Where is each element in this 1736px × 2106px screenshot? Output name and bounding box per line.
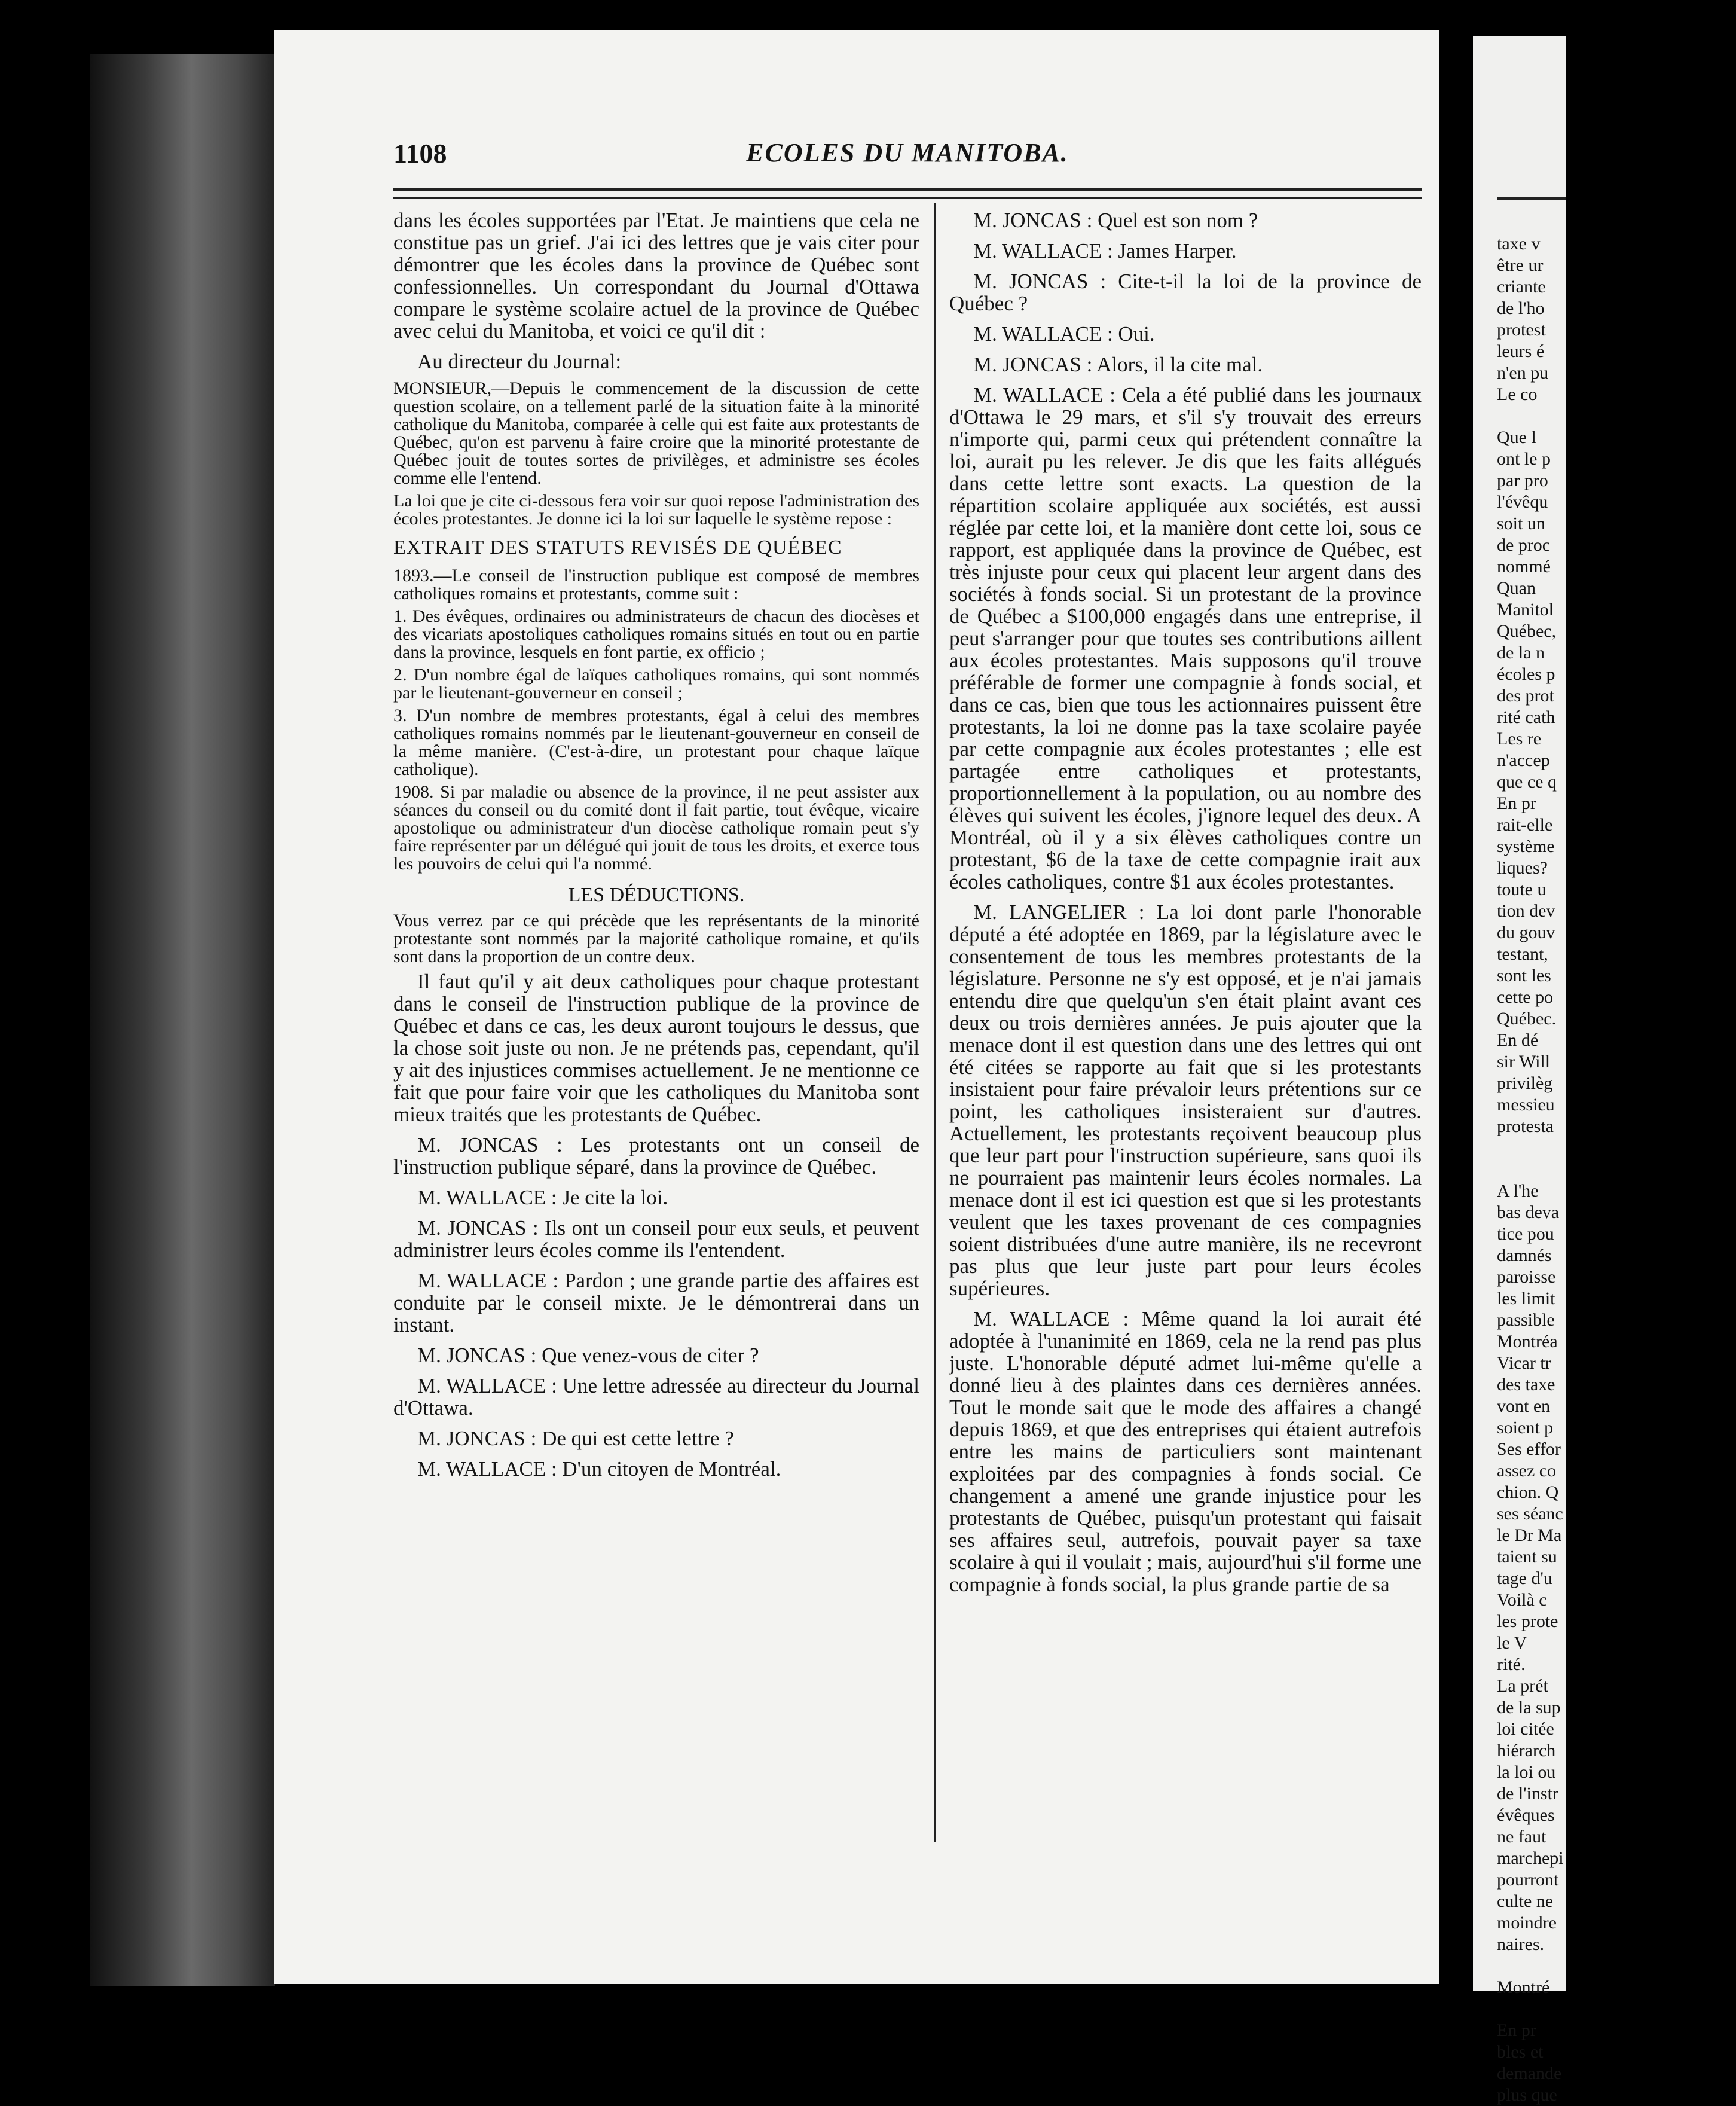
facing-page-line: rité cath <box>1497 707 1555 727</box>
facing-page-line: protesta <box>1497 1116 1554 1136</box>
facing-page-line: n'accep <box>1497 750 1550 770</box>
facing-page-line: hiérarch <box>1497 1741 1556 1760</box>
facing-page-line: pourront <box>1497 1870 1559 1890</box>
facing-page-line: sont les <box>1497 966 1551 985</box>
left-column <box>393 209 919 1488</box>
facing-page-line: des taxe <box>1497 1375 1555 1394</box>
paragraph: M. JONCAS : Alors, il la cite mal. <box>973 353 1263 376</box>
facing-page-line: Québec. <box>1497 1009 1557 1028</box>
facing-page-line: le V <box>1497 1633 1527 1653</box>
paragraph: M. LANGELIER : La loi dont parle l'honorable député a été adoptée en 1869, par la législature avec le consentement de tous les membres protestants de la législature. Personne ne s'y est opposé, et je n'ai jamais entendu dire que quelqu'un s'en était plaint avant ces deux ou trois dernières années. Je puis ajouter que la menace dont il est question dans une des lettres qui ont été citées se rapporte au fait que si les protestants insistaient pour faire prévaloir leurs prétentions sur ce point, les catholiques insisteraient sur d'autres. Actuellement, les protestants reçoivent beaucoup plus que leur part pour l'instruction supérieure, sans quoi ils ne pourraient pas maintenir leurs écoles normales. La menace dont il est ici question est que si les protestants veulent que les taxes provenant de ces compagnies soient distribuées d'une autre manière, ils ne recevront pas plus que leur juste part pour leurs écoles supérieures. <box>949 901 1422 1300</box>
facing-page-line: assez co <box>1497 1461 1557 1481</box>
page-number: 1108 <box>393 138 447 169</box>
facing-page-line: ses séanc <box>1497 1504 1563 1524</box>
facing-page-line: demande <box>1497 2064 1562 2083</box>
facing-page-line: paroisse <box>1497 1267 1556 1287</box>
paragraph: 1. Des évêques, ordinaires ou administrateurs de chacun des diocèses et des vicariats apostoliques catholiques romains situés en tout ou en partie dans la province, lesquels en font partie, ex officio ; <box>393 606 919 662</box>
facing-page-line: soient p <box>1497 1418 1554 1437</box>
facing-page-edge <box>1473 36 1566 2105</box>
facing-page-line: cette po <box>1497 987 1554 1007</box>
facing-page-line: protest <box>1497 320 1546 340</box>
facing-page-line: taient su <box>1497 1547 1557 1567</box>
facing-page-line: Montréa <box>1497 1332 1558 1351</box>
facing-page-line: naires. <box>1497 1934 1545 1954</box>
paragraph: La loi que je cite ci-dessous fera voir sur quoi repose l'administration des écoles protestantes. Je donne ici la loi sur laquelle le système repose : <box>393 491 919 529</box>
facing-page-line: des prot <box>1497 686 1554 706</box>
facing-page-line <box>1497 1137 1736 1159</box>
facing-page-text <box>1497 233 1736 2106</box>
header-rule-thin <box>393 197 1422 199</box>
facing-page-line: liques? <box>1497 858 1548 878</box>
facing-page-line: nommé <box>1497 557 1551 576</box>
header-rule <box>393 188 1422 191</box>
facing-page-line: Montré <box>1497 1977 1550 1997</box>
facing-page-line: Voilà c <box>1497 1590 1547 1610</box>
facing-page-line: A l'he <box>1497 1181 1539 1201</box>
paragraph: 2. D'un nombre égal de laïques catholiques romains, qui sont nommés par le lieutenant-gouverneur en conseil ; <box>393 665 919 703</box>
facing-page-line: n'en pu <box>1497 363 1549 383</box>
facing-page-line: Québec, <box>1497 621 1557 641</box>
facing-page-line: passible <box>1497 1310 1555 1330</box>
paragraph: M. WALLACE : Une lettre adressée au directeur du Journal d'Ottawa. <box>393 1374 919 1420</box>
facing-page-line: damnés <box>1497 1246 1552 1265</box>
book-binding-shadow <box>90 54 275 1986</box>
paragraph: M. JONCAS : Quel est son nom ? <box>973 209 1258 232</box>
facing-page-line: Quan <box>1497 578 1536 598</box>
paragraph: M. WALLACE : James Harper. <box>973 239 1237 263</box>
paragraph: M. JONCAS : Ils ont un conseil pour eux seuls, et peuvent administrer leurs écoles comme ils l'entendent. <box>393 1216 919 1262</box>
facing-page-line <box>1497 1159 1736 1180</box>
paragraph: 1893.—Le conseil de l'instruction publique est composé de membres catholiques romains et protestants, comme suit : <box>393 566 919 603</box>
facing-page-line: évêques <box>1497 1805 1555 1825</box>
facing-page-line: du gouv <box>1497 923 1555 942</box>
paragraph: LES DÉDUCTIONS. <box>568 884 745 906</box>
facing-page-line <box>1497 1998 1736 2020</box>
facing-page-line: Le co <box>1497 384 1538 404</box>
paragraph: M. WALLACE : Pardon ; une grande partie des affaires est conduite par le conseil mixte. Je le démontrerai dans un instant. <box>393 1269 919 1336</box>
facing-page-line: chion. Q <box>1497 1482 1559 1502</box>
paragraph: M. WALLACE : Oui. <box>973 322 1155 346</box>
facing-page-line: être ur <box>1497 255 1544 275</box>
facing-page-line: l'évêqu <box>1497 492 1548 512</box>
facing-page-line: rité. <box>1497 1655 1526 1674</box>
facing-page-line: bas deva <box>1497 1202 1560 1222</box>
right-column <box>949 209 1422 1604</box>
paragraph: M. WALLACE : Je cite la loi. <box>417 1186 668 1209</box>
facing-page-line: En pr <box>1497 793 1536 813</box>
facing-page-line: sir Will <box>1497 1052 1551 1072</box>
paragraph: Vous verrez par ce qui précède que les représentants de la minorité protestante sont nommés par la majorité catholique romaine, et qu'ils sont dans la proportion de un contre deux. <box>393 911 919 966</box>
facing-page-line: bles et <box>1497 2042 1544 2062</box>
facing-page-line: La prét <box>1497 1676 1548 1696</box>
facing-page-line: Ses effor <box>1497 1439 1561 1459</box>
paragraph: Au directeur du Journal: <box>417 350 622 373</box>
facing-page-line: Les re <box>1497 729 1542 749</box>
facing-page-line: culte ne <box>1497 1891 1554 1911</box>
paragraph: M. JONCAS : Que venez-vous de citer ? <box>417 1344 759 1367</box>
facing-page-line: En pr <box>1497 2020 1536 2040</box>
facing-page-line: la loi ou <box>1497 1762 1556 1782</box>
facing-page-line: le Dr Ma <box>1497 1525 1562 1545</box>
facing-page-line: Vicar tr <box>1497 1353 1551 1373</box>
facing-page-line: tage d'u <box>1497 1568 1552 1588</box>
facing-page-line: privilèg <box>1497 1073 1553 1093</box>
facing-page-line <box>1497 1955 1736 1977</box>
facing-page-line: tion dev <box>1497 901 1555 921</box>
paragraph: Il faut qu'il y ait deux catholiques pour chaque protestant dans le conseil de l'instruction publique de la province de Québec et dans ce cas, les deux auront toujours le dessus, que la chose soit juste ou non. Je ne prétends pas, cependant, qu'il y ait des injustices commises actuellement. Je ne mentionne ce fait que pour faire voir que les catholiques du Manitoba sont mieux traités que les protestants de Québec. <box>393 970 919 1126</box>
paragraph: M. JONCAS : Les protestants ont un conseil de l'instruction publique séparé, dans la province de Québec. <box>393 1133 919 1179</box>
facing-page-line: par pro <box>1497 471 1548 490</box>
paragraph: M. WALLACE : Même quand la loi aurait été adoptée à l'unanimité en 1869, cela ne la rend pas plus juste. L'honorable député admet lui-même qu'elle a donné lieu à des plaintes dans ces dernières années. Tout le monde sait que le mode des affaires a changé depuis 1869, et que des entreprises qui étaient autrefois entre les mains de particuliers sont maintenant exploitées par des compagnies à fonds social. Ce changement a amené une grande injustice pour les protestants de Québec, puisqu'un protestant qui faisait ses affaires seul, autrefois, pouvait payer sa taxe scolaire à qui il voulait ; mais, aujourd'hui s'il forme une compagnie à fonds social, la plus grande partie de sa <box>949 1307 1422 1596</box>
running-title: ECOLES DU MANITOBA. <box>746 138 1069 167</box>
facing-page-line: marchepi <box>1497 1848 1564 1868</box>
paragraph: EXTRAIT DES STATUTS REVISÉS DE QUÉBEC <box>393 536 842 558</box>
facing-page-line: que ce q <box>1497 772 1557 792</box>
facing-page-line: les limit <box>1497 1289 1555 1308</box>
paragraph: M. JONCAS : De qui est cette lettre ? <box>417 1427 734 1450</box>
facing-page-line: messieu <box>1497 1095 1555 1115</box>
facing-page-line: criante <box>1497 277 1546 297</box>
facing-page-line: moindre <box>1497 1913 1557 1933</box>
facing-page-line: soit un <box>1497 514 1545 533</box>
facing-page-line: plus que <box>1497 2085 1557 2105</box>
paragraph: M. WALLACE : D'un citoyen de Montréal. <box>417 1457 781 1481</box>
facing-page-line: rait-elle <box>1497 815 1553 835</box>
facing-page-line: loi citée <box>1497 1719 1554 1739</box>
facing-page-line: de la sup <box>1497 1698 1561 1717</box>
facing-page-line: ont le p <box>1497 449 1551 469</box>
facing-page-line: leurs é <box>1497 341 1545 361</box>
paragraph: 1908. Si par maladie ou absence de la province, il ne peut assister aux séances du conseil ou du comité dont il fait partie, tout évêque, vicaire apostolique ou administrateur d'un diocèse catholique romain peut s'y faire représenter par un délégué qui jouit de tous les droits, et exerce tous les pouvoirs de celui qui l'a nommé. <box>393 782 919 874</box>
page-header <box>393 138 1422 185</box>
facing-page-line: toute u <box>1497 880 1546 899</box>
paragraph: 3. D'un nombre de membres protestants, égal à celui des membres catholiques romains nommés par le lieutenant-gouverneur en conseil de la même manière. (C'est-à-dire, un protestant pour chaque laïque catholique). <box>393 706 919 779</box>
paragraph: M. JONCAS : Cite-t-il la loi de la province de Québec ? <box>949 270 1422 315</box>
facing-page-line: tice pou <box>1497 1224 1554 1244</box>
facing-page-line: vont en <box>1497 1396 1551 1416</box>
facing-page-line: de l'ho <box>1497 298 1545 318</box>
facing-page-line: ne faut <box>1497 1827 1546 1846</box>
scanned-page <box>274 30 1439 1984</box>
facing-page-line: Manitol <box>1497 600 1554 619</box>
facing-page-line: écoles p <box>1497 664 1555 684</box>
facing-page-line: de l'instr <box>1497 1784 1558 1803</box>
facing-page-line: Que l <box>1497 428 1536 447</box>
facing-page-line: taxe v <box>1497 234 1541 254</box>
facing-page-line: En dé <box>1497 1030 1539 1050</box>
facing-page-line: de proc <box>1497 535 1551 555</box>
paragraph: M. WALLACE : Cela a été publié dans les journaux d'Ottawa le 29 mars, et s'il s'y trouvait des erreurs n'importe qui, parmi ceux qui prétendent connaître la loi, aurait pu les relever. Je dis que les faits allégués dans cette lettre sont exacts. La question de la répartition scolaire appliquée aux sociétés, est aussi réglée par cette loi, et la manière dont cette loi, sous ce rapport, est appliquée dans la province de Québec, est très injuste pour ceux qui placent leur argent dans des sociétés à fonds social. Si un protestant de la province de Québec a $100,000 engagés dans une entreprise, il peut s'arranger pour que toutes ses contributions aillent aux écoles protestantes. Mais supposons qu'il trouve préférable de former une compagnie à fonds social, et dans ce cas, bien que tous les actionnaires puissent être protestants, la loi ne donne pas la taxe scolaire payée par cette compagnie aux écoles protestantes ; elle est partagée entre catholiques et protestants, proportionnellement à la population, ou au nombre des élèves qui suivent les écoles, j'ignore lequel des deux. A Montréal, où il y a six élèves catholiques contre un protestant, $6 de la taxe de cette compagnie irait aux écoles catholiques, contre $1 aux écoles protestantes. <box>949 383 1422 893</box>
facing-page-line: système <box>1497 837 1555 856</box>
facing-page-line: les prote <box>1497 1611 1558 1631</box>
paragraph: MONSIEUR,—Depuis le commencement de la discussion de cette question scolaire, on a tellement parlé de la situation faite à la minorité catholique du Manitoba, comparée à celle qui est faite aux protestants de Québec, qu'on est parvenu à faire croire que la minorité protestante de Québec jouit de toutes sortes de privilèges, et administre ses écoles comme elle l'entend. <box>393 379 919 488</box>
paragraph: dans les écoles supportées par l'Etat. Je maintiens que cela ne constitue pas un grief. J'ai ici des lettres que je vais citer pour démontrer que les écoles dans la province de Québec sont confessionnelles. Un correspondant du Journal d'Ottawa compare le système scolaire actuel de la province de Québec avec celui du Manitoba, et voici ce qu'il dit : <box>393 209 919 343</box>
facing-page-rule <box>1497 197 1566 200</box>
column-divider <box>934 203 936 1842</box>
facing-page-line: testant, <box>1497 944 1548 964</box>
facing-page-line: de la n <box>1497 643 1545 663</box>
facing-page-line <box>1497 405 1736 427</box>
